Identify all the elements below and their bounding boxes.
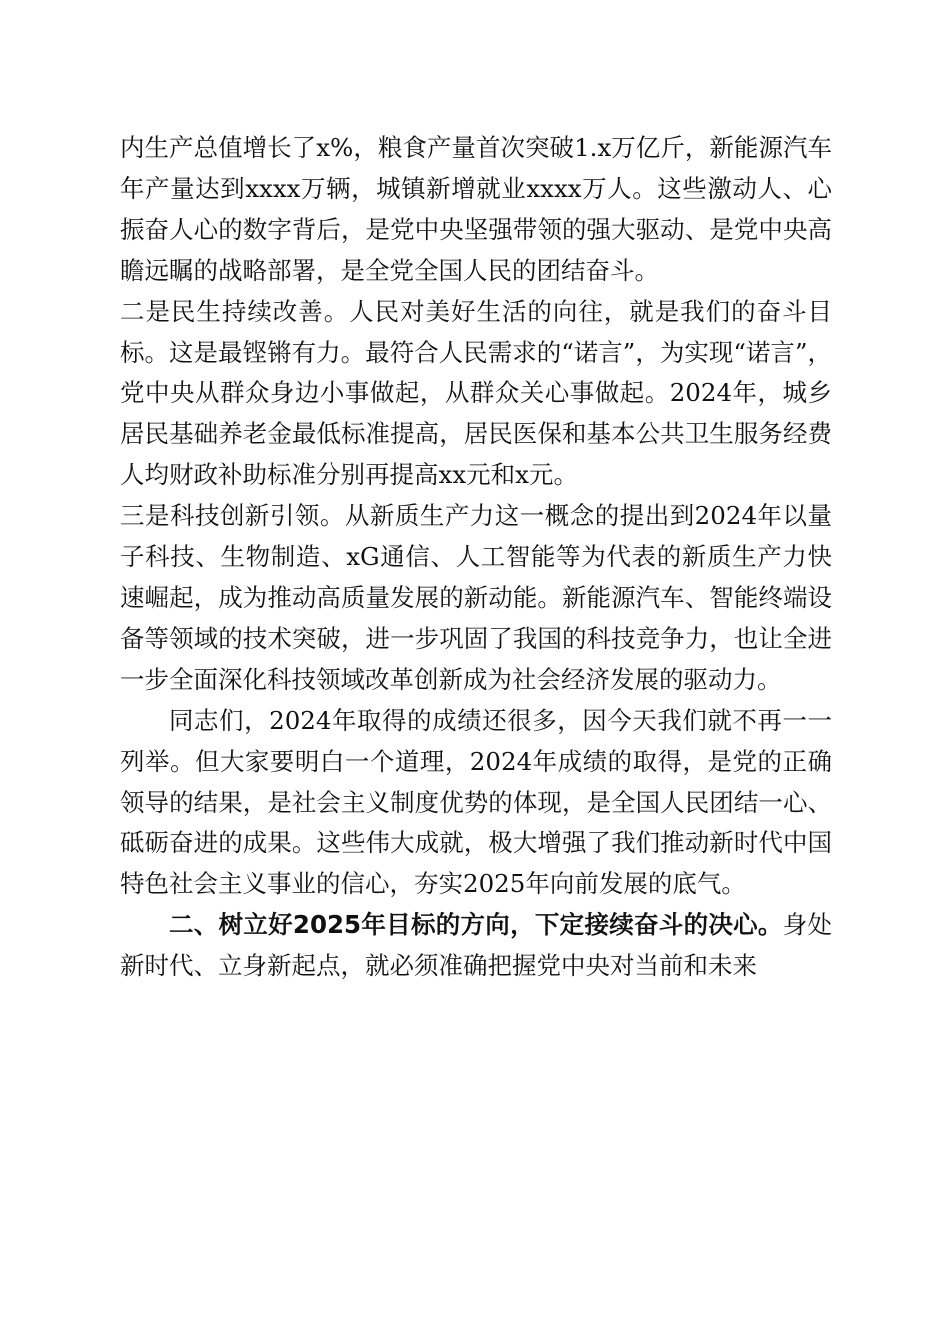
paragraph-livelihood-improvement: 二是民生持续改善。人民对美好生活的向往，就是我们的奋斗目标。这是最铿锵有力。最符合人民需求的“诺言”，为实现“诺言”，党中央从群众身边小事做起，从群众关心事做起。2024年，城乡居民基础养老金最低标准提高，居民医保和基本公共卫生服务经费人均财政补助标准分别再提高xx元和x元。 (120, 296, 832, 490)
section-heading: 二、树立好2025年目标的方向，下定接续奋斗的决心。 (169, 910, 783, 940)
paragraph-section-two (120, 905, 832, 987)
paragraph-tech-innovation: 三是科技创新引领。从新质生产力这一概念的提出到2024年以量子科技、生物制造、xG通信、人工智能等为代表的新质生产力快速崛起，成为推动高质量发展的新动能。新能源汽车、智能终端设备等领域的技术突破，进一步巩固了我国的科技竞争力，也让全进一步全面深化科技领域改革创新成为社会经济发展的驱动力。 (120, 501, 832, 694)
document-body (120, 128, 832, 987)
section-body-text: 身处新时代、立身新起点，就必须准确把握党中央对当前和未来 (120, 910, 833, 981)
paragraph-gdp-achievements: 内生产总值增长了x%，粮食产量首次突破1.x万亿斤，新能源汽车年产量达到xxxx万辆，城镇新增就业xxxx万人。这些激动人、心振奋人心的数字背后，是党中央坚强带领的强大驱动、是党中央高瞻远瞩的战略部署，是全党全国人民的团结奋斗。 (120, 133, 832, 285)
paragraph-comrades-summary: 同志们，2024年取得的成绩还很多，因今天我们就不再一一列举。但大家要明白一个道理，2024年成绩的取得，是党的正确领导的结果，是社会主义制度优势的体现，是全国人民团结一心、砥砺奋进的成果。这些伟大成就，极大增强了我们推动新时代中国特色社会主义事业的信心，夯实2025年向前发展的底气。 (120, 705, 832, 899)
